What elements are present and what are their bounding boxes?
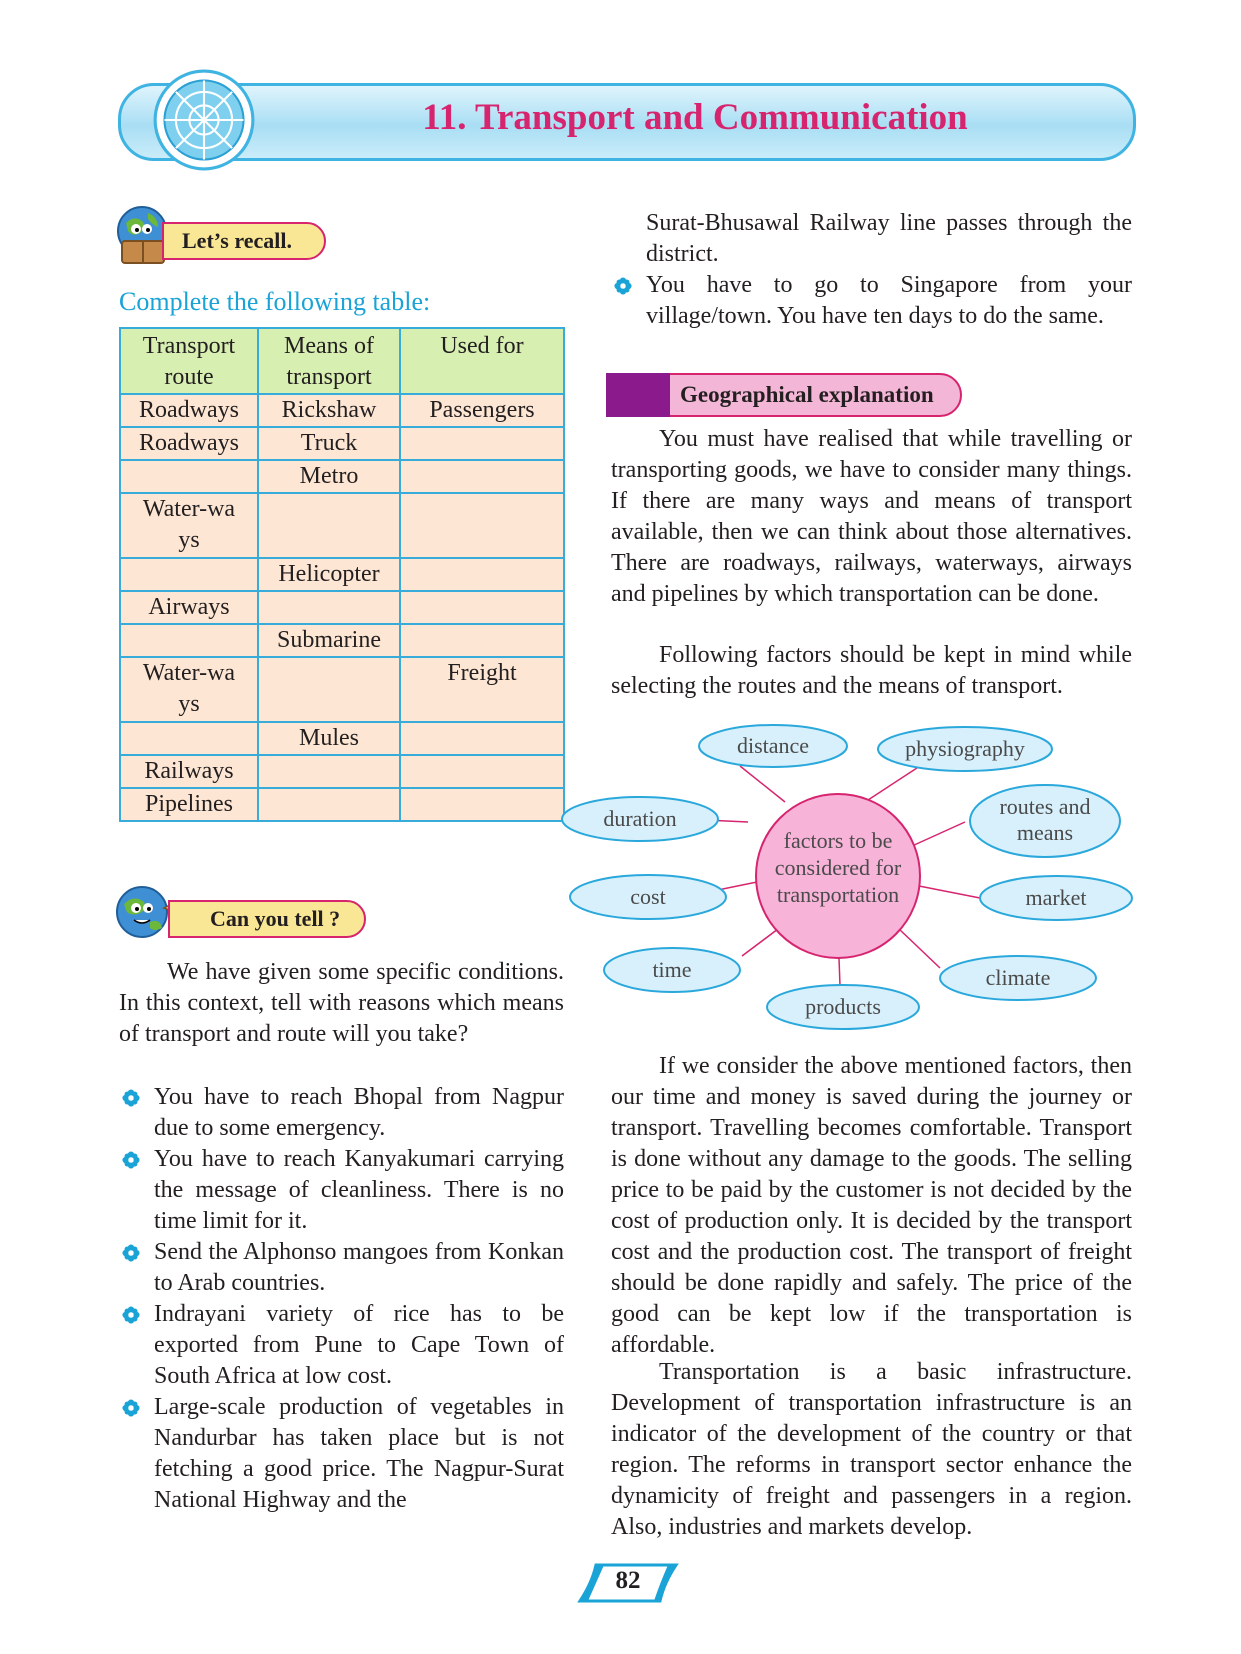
list-item [119, 1299, 564, 1392]
table-row [120, 657, 564, 722]
flower-bullet-icon [122, 1399, 140, 1417]
table-cell [400, 788, 564, 821]
factor-label: products [805, 994, 881, 1019]
list-item-text: You have to go to Singapore from your village/town. You have ten days to do the same. [646, 272, 1132, 329]
factor-duration [562, 797, 718, 841]
table-row [120, 427, 564, 460]
factor-label: time [652, 957, 692, 982]
factor-climate [940, 956, 1096, 1000]
can-you-tell-badge: Can you tell ? [168, 900, 366, 938]
table-cell: Railways [120, 755, 258, 788]
table-header-row [120, 328, 564, 394]
factor-cost [570, 875, 726, 919]
table-cell: Pipelines [120, 788, 258, 821]
factor-label: cost [630, 884, 666, 909]
list-item-text: Send the Alphonso mangoes from Konkan to Arab countries. [154, 1239, 564, 1296]
factors-diagram [560, 716, 1140, 1046]
factor-label: climate [985, 965, 1051, 990]
factor-physiography [878, 727, 1052, 771]
connector-line [740, 766, 785, 802]
list-item [119, 1392, 564, 1516]
page-title: 11. Transport and Communication [422, 97, 968, 138]
table-row [120, 591, 564, 624]
factor-time [604, 948, 740, 992]
page-number: 82 [615, 1567, 641, 1594]
list-item-text: Indrayani variety of rice has to be exported from Pune to Cape Town of South Africa at low cost. [154, 1301, 564, 1389]
table-cell [400, 460, 564, 493]
table-cell [120, 722, 258, 755]
table-cell [400, 624, 564, 657]
table-cell: Roadways [120, 394, 258, 427]
flower-bullet-icon [122, 1244, 140, 1262]
table-cell: Freight [400, 657, 564, 722]
singapore-list [611, 270, 1132, 332]
header-transport-route: Transport route [120, 328, 258, 394]
flower-bullet-icon [122, 1306, 140, 1324]
transport-table [119, 327, 565, 822]
factor-label: distance [736, 733, 810, 758]
center-label-line-3: transportation [776, 882, 900, 907]
table-cell [120, 624, 258, 657]
flower-bullet-icon [614, 277, 632, 295]
connector-line [919, 886, 980, 898]
table-cell: Water-ways [120, 493, 258, 558]
factor-distance [699, 725, 847, 767]
badge-stripe [606, 373, 670, 417]
table-row [120, 460, 564, 493]
geo-badge-label: Geographical explanation [680, 382, 934, 407]
table-cell [400, 591, 564, 624]
table-cell [400, 755, 564, 788]
conditions-list [119, 1082, 564, 1516]
table-cell: Helicopter [258, 558, 400, 591]
connector-line [865, 766, 920, 802]
factor-products [767, 985, 919, 1029]
header-means-of-transport: Means of transport [258, 328, 400, 394]
table-cell: Water-ways [120, 657, 258, 722]
lets-recall-badge: Let’s recall. [162, 222, 326, 260]
explanation-paragraph-3: If we consider the above mentioned factors, then our time and money is saved during the journey or transport. Travelling becomes comfortable. Transport is done without any damage to the goods. The selling price to be paid by the customer is not decided by the cost of production only. It is decided by the transport cost and the production cost. The transport of freight should be done rapidly and safely. The price of the good can be kept low if the transportation is affordable. [611, 1053, 1132, 1358]
table-cell: Submarine [258, 624, 400, 657]
continued-bullet-text: Surat-Bhusawal Railway line passes through the district. [646, 210, 1132, 267]
geographical-explanation-badge [606, 373, 962, 417]
flower-bullet-icon [122, 1089, 140, 1107]
factor-label: market [1025, 885, 1087, 910]
factor-label-line-2: means [1016, 820, 1074, 845]
table-cell [258, 755, 400, 788]
connector-line [898, 928, 940, 968]
list-item [119, 1144, 564, 1237]
list-item-text: Large-scale production of vegetables in Nandurbar has taken place but is not fetching a good price. The Nagpur-Surat National Highway and the [154, 1394, 564, 1513]
table-cell [400, 427, 564, 460]
center-label-line-2: considered for [774, 855, 902, 880]
flower-bullet-icon [122, 1151, 140, 1169]
table-row [120, 624, 564, 657]
list-item-text: You have to reach Kanyakumari carrying the message of cleanliness. There is no time limit for it. [154, 1146, 564, 1234]
table-cell [400, 722, 564, 755]
table-cell [400, 493, 564, 558]
table-cell: Mules [258, 722, 400, 755]
table-row [120, 788, 564, 821]
explanation-paragraph-2: Following factors should be kept in mind while selecting the routes and the means of transport. [611, 642, 1132, 699]
factor-routes-and-means [970, 785, 1120, 857]
table-cell [258, 591, 400, 624]
list-item [611, 270, 1132, 332]
table-cell: Roadways [120, 427, 258, 460]
center-node [756, 794, 920, 958]
table-cell [258, 788, 400, 821]
factor-label: duration [603, 806, 677, 831]
table-row [120, 722, 564, 755]
table-row [120, 394, 564, 427]
explanation-paragraph-1: You must have realised that while travelling or transporting goods, we have to consider many things. If there are many ways and means of transport available, then we can think about those alternatives. There are roadways, railways, waterways, airways and pipelines by which transportation can be done. [611, 426, 1132, 607]
table-cell: Truck [258, 427, 400, 460]
factor-market [980, 876, 1132, 920]
list-item-text: You have to reach Bhopal from Nagpur due to some emergency. [154, 1084, 564, 1141]
table-cell [258, 657, 400, 722]
table-cell: Passengers [400, 394, 564, 427]
center-label-line-1: factors to be [783, 828, 893, 853]
table-row [120, 558, 564, 591]
list-item [119, 1237, 564, 1299]
table-cell [120, 460, 258, 493]
can-you-tell-intro: We have given some specific conditions. In this context, tell with reasons which means of transport and route will you take? [119, 959, 564, 1047]
table-cell [400, 558, 564, 591]
table-cell: Metro [258, 460, 400, 493]
connector-line [839, 958, 840, 986]
explanation-paragraph-4: Transportation is a basic infrastructure. Development of transportation infrastructure is an indicator of the development of the country or that region. The reforms in transport sector enhance the dynamicity of freight and passengers in a region. Also, industries and markets develop. [611, 1359, 1132, 1540]
list-item [119, 1082, 564, 1144]
connector-line [912, 822, 965, 846]
table-cell: Airways [120, 591, 258, 624]
page-number-badge [576, 1563, 680, 1603]
globe-wheel-icon [152, 68, 256, 172]
table-cell [258, 493, 400, 558]
factor-label: physiography [905, 736, 1025, 761]
table-cell: Rickshaw [258, 394, 400, 427]
factor-label-line-1: routes and [999, 794, 1091, 819]
header-used-for: Used for [400, 328, 564, 394]
table-row [120, 755, 564, 788]
table-instruction: Complete the following table: [119, 287, 431, 316]
table-cell [120, 558, 258, 591]
table-row [120, 493, 564, 558]
